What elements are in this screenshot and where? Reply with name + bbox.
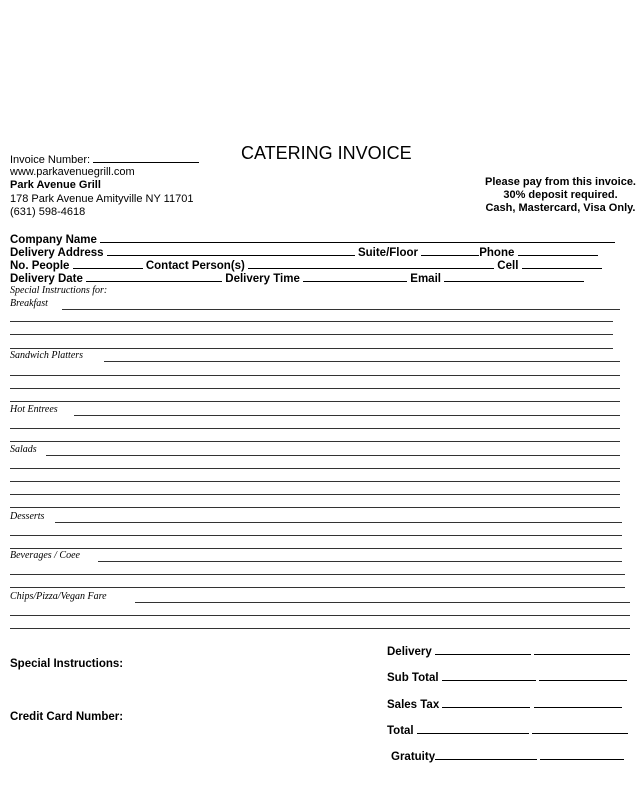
page-title: CATERING INVOICE [241, 143, 412, 163]
total-line-2 [532, 724, 628, 734]
people-row[interactable] [10, 259, 602, 272]
total-line [417, 724, 529, 734]
invoice-number-line [93, 153, 199, 163]
hot-entrees-line[interactable] [10, 441, 620, 442]
sub-total-line [442, 671, 536, 681]
desserts-label: Desserts [10, 511, 45, 522]
payment-notice-line1: Please pay from this invoice. [484, 176, 636, 188]
email-label: Email [410, 273, 441, 285]
payment-notice-line3: Cash, Mastercard, Visa Only. [485, 202, 636, 214]
salads-line[interactable] [46, 455, 620, 456]
delivery-date-row[interactable] [10, 272, 584, 285]
company-name-label: Company Name [10, 234, 97, 246]
delivery-total-row[interactable] [387, 645, 630, 658]
breakfast-label: Breakfast [10, 298, 48, 309]
company-name-line [100, 233, 615, 243]
no-people-label: No. People [10, 260, 70, 272]
beverages-line[interactable] [98, 561, 622, 562]
sub-total-row[interactable] [387, 671, 627, 684]
payment-notice [485, 176, 636, 215]
salads-line[interactable] [10, 494, 620, 495]
sandwich-platters-label: Sandwich Platters [10, 350, 84, 361]
breakfast-line[interactable] [62, 309, 620, 310]
sub-total-label: Sub Total [387, 672, 439, 684]
hot-entrees-line[interactable] [74, 415, 620, 416]
sales-tax-line-2 [534, 698, 622, 708]
payment-notice-line2: 30% deposit required. [503, 189, 618, 201]
sandwich-platters-line[interactable] [10, 401, 620, 402]
sub-total-line-2 [539, 671, 627, 681]
cell-label: Cell [497, 260, 519, 272]
beverages-line[interactable] [10, 574, 625, 575]
breakfast-line[interactable] [10, 334, 613, 335]
salads-label: Salads [10, 444, 37, 455]
beverages-line[interactable] [10, 587, 625, 588]
phone-line [518, 246, 598, 256]
chips-pizza-line[interactable] [10, 628, 630, 629]
invoice-number-field[interactable] [10, 153, 199, 166]
delivery-charge-label: Delivery [387, 646, 432, 658]
salads-line[interactable] [10, 507, 620, 508]
business-phone: (631) 598-4618 [10, 206, 86, 218]
total-row[interactable] [387, 724, 628, 737]
cell-line [522, 259, 602, 269]
invoice-number-label: Invoice Number: [10, 154, 91, 166]
sales-tax-line [442, 698, 530, 708]
delivery-address-line [107, 246, 355, 256]
suite-floor-line [421, 246, 479, 256]
gratuity-line-2 [540, 750, 624, 760]
salads-line[interactable] [10, 468, 620, 469]
salads-line[interactable] [10, 481, 620, 482]
special-instructions-heading: Special Instructions for: [10, 285, 108, 296]
gratuity-row[interactable] [391, 750, 624, 763]
chips-pizza-line[interactable] [10, 615, 630, 616]
sandwich-platters-line[interactable] [10, 388, 620, 389]
chips-pizza-label: Chips/Pizza/Vegan Fare [10, 591, 107, 602]
desserts-line[interactable] [55, 522, 622, 523]
gratuity-label: Gratuity [391, 751, 436, 763]
website: www.parkavenuegrill.com [10, 166, 135, 178]
sandwich-platters-line[interactable] [10, 375, 620, 376]
hot-entrees-label: Hot Entrees [10, 404, 58, 415]
sales-tax-row[interactable] [387, 698, 622, 711]
delivery-address-label: Delivery Address [10, 247, 104, 259]
company-name-row[interactable] [10, 233, 615, 246]
special-instructions-footer-label: Special Instructions: [10, 658, 124, 670]
delivery-time-label: Delivery Time [225, 273, 300, 285]
business-address: 178 Park Avenue Amityville NY 11701 [10, 193, 194, 205]
no-people-line [73, 259, 143, 269]
desserts-line[interactable] [10, 548, 622, 549]
business-name: Park Avenue Grill [10, 179, 101, 191]
contact-persons-line [248, 259, 494, 269]
breakfast-line[interactable] [10, 348, 613, 349]
suite-floor-label: Suite/Floor [357, 247, 419, 259]
beverages-label: Beverages / Coee [10, 550, 80, 561]
chips-pizza-line[interactable] [135, 602, 630, 603]
total-label: Total [387, 725, 414, 737]
email-line [444, 272, 584, 282]
gratuity-line [435, 750, 537, 760]
sandwich-platters-line[interactable] [104, 361, 620, 362]
delivery-charge-line [435, 645, 531, 655]
desserts-line[interactable] [10, 535, 622, 536]
delivery-date-label: Delivery Date [10, 273, 83, 285]
hot-entrees-line[interactable] [10, 428, 620, 429]
breakfast-line[interactable] [10, 321, 613, 322]
contact-persons-label: Contact Person(s) [145, 260, 245, 272]
credit-card-label: Credit Card Number: [10, 711, 124, 723]
delivery-date-line [86, 272, 222, 282]
delivery-address-row[interactable] [10, 246, 598, 259]
sales-tax-label: Sales Tax [387, 699, 440, 711]
delivery-time-line [303, 272, 407, 282]
phone-label: Phone [479, 247, 515, 259]
delivery-charge-line-2 [534, 645, 630, 655]
